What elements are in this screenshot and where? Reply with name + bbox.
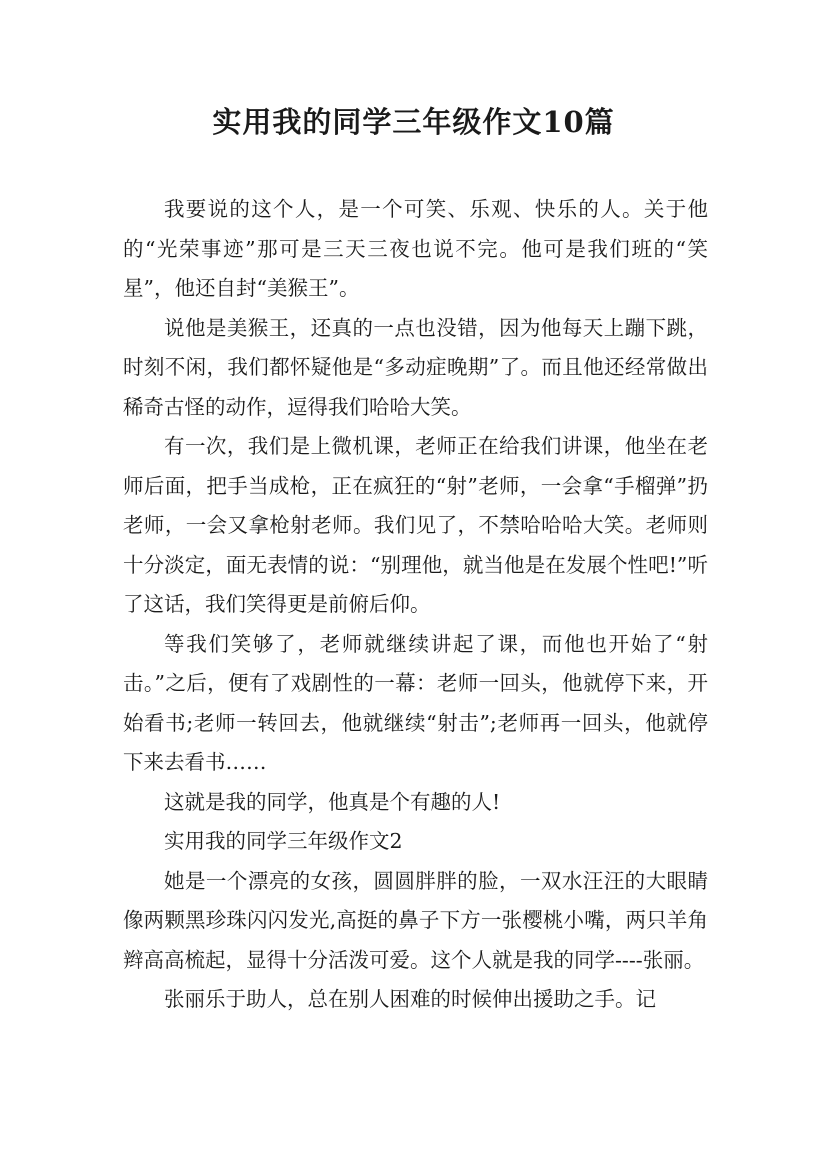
document-body xyxy=(123,190,708,1020)
paragraph: 她是一个漂亮的女孩，圆圆胖胖的脸，一双水汪汪的大眼睛像两颗黑珍珠闪闪发光,高挺的鼻子下方一张樱桃小嘴，两只羊角辫高高梳起，显得十分活泼可爱。这个人就是我的同学----张丽。 xyxy=(123,868,708,972)
paragraph: 张丽乐于助人，总在别人困难的时候伸出援助之手。记 xyxy=(164,987,656,1011)
document-title: 实用我的同学三年级作文10篇 xyxy=(212,105,615,139)
paragraph: 有一次，我们是上微机课，老师正在给我们讲课，他坐在老师后面，把手当成枪，正在疯狂的“射”老师，一会拿“手榴弹”扔老师，一会又拿枪射老师。我们见了，不禁哈哈哈大笑。老师则十分淡定，面无表情的说：“别理他，就当他是在发展个性吧!”听了这话，我们笑得更是前俯后仰。 xyxy=(123,434,708,616)
paragraph: 这就是我的同学，他真是个有趣的人! xyxy=(164,789,501,814)
paragraph: 我要说的这个人，是一个可笑、乐观、快乐的人。关于他的“光荣事迹”那可是三天三夜也说不完。他可是我们班的“笑星”，他还自封“美猴王”。 xyxy=(123,197,708,300)
section-heading: 实用我的同学三年级作文2 xyxy=(164,829,403,853)
paragraph: 说他是美猴王，还真的一点也没错，因为他每天上蹦下跳，时刻不闲，我们都怀疑他是“多动症晚期”了。而且他还经常做出稀奇古怪的动作，逗得我们哈哈大笑。 xyxy=(123,315,708,419)
paragraph: 等我们笑够了，老师就继续讲起了课，而他也开始了“射击。”之后，便有了戏剧性的一幕：老师一回头，他就停下来，开始看书;老师一转回去，他就继续“射击”;老师再一回头，他就停下来去看书…… xyxy=(123,631,708,774)
